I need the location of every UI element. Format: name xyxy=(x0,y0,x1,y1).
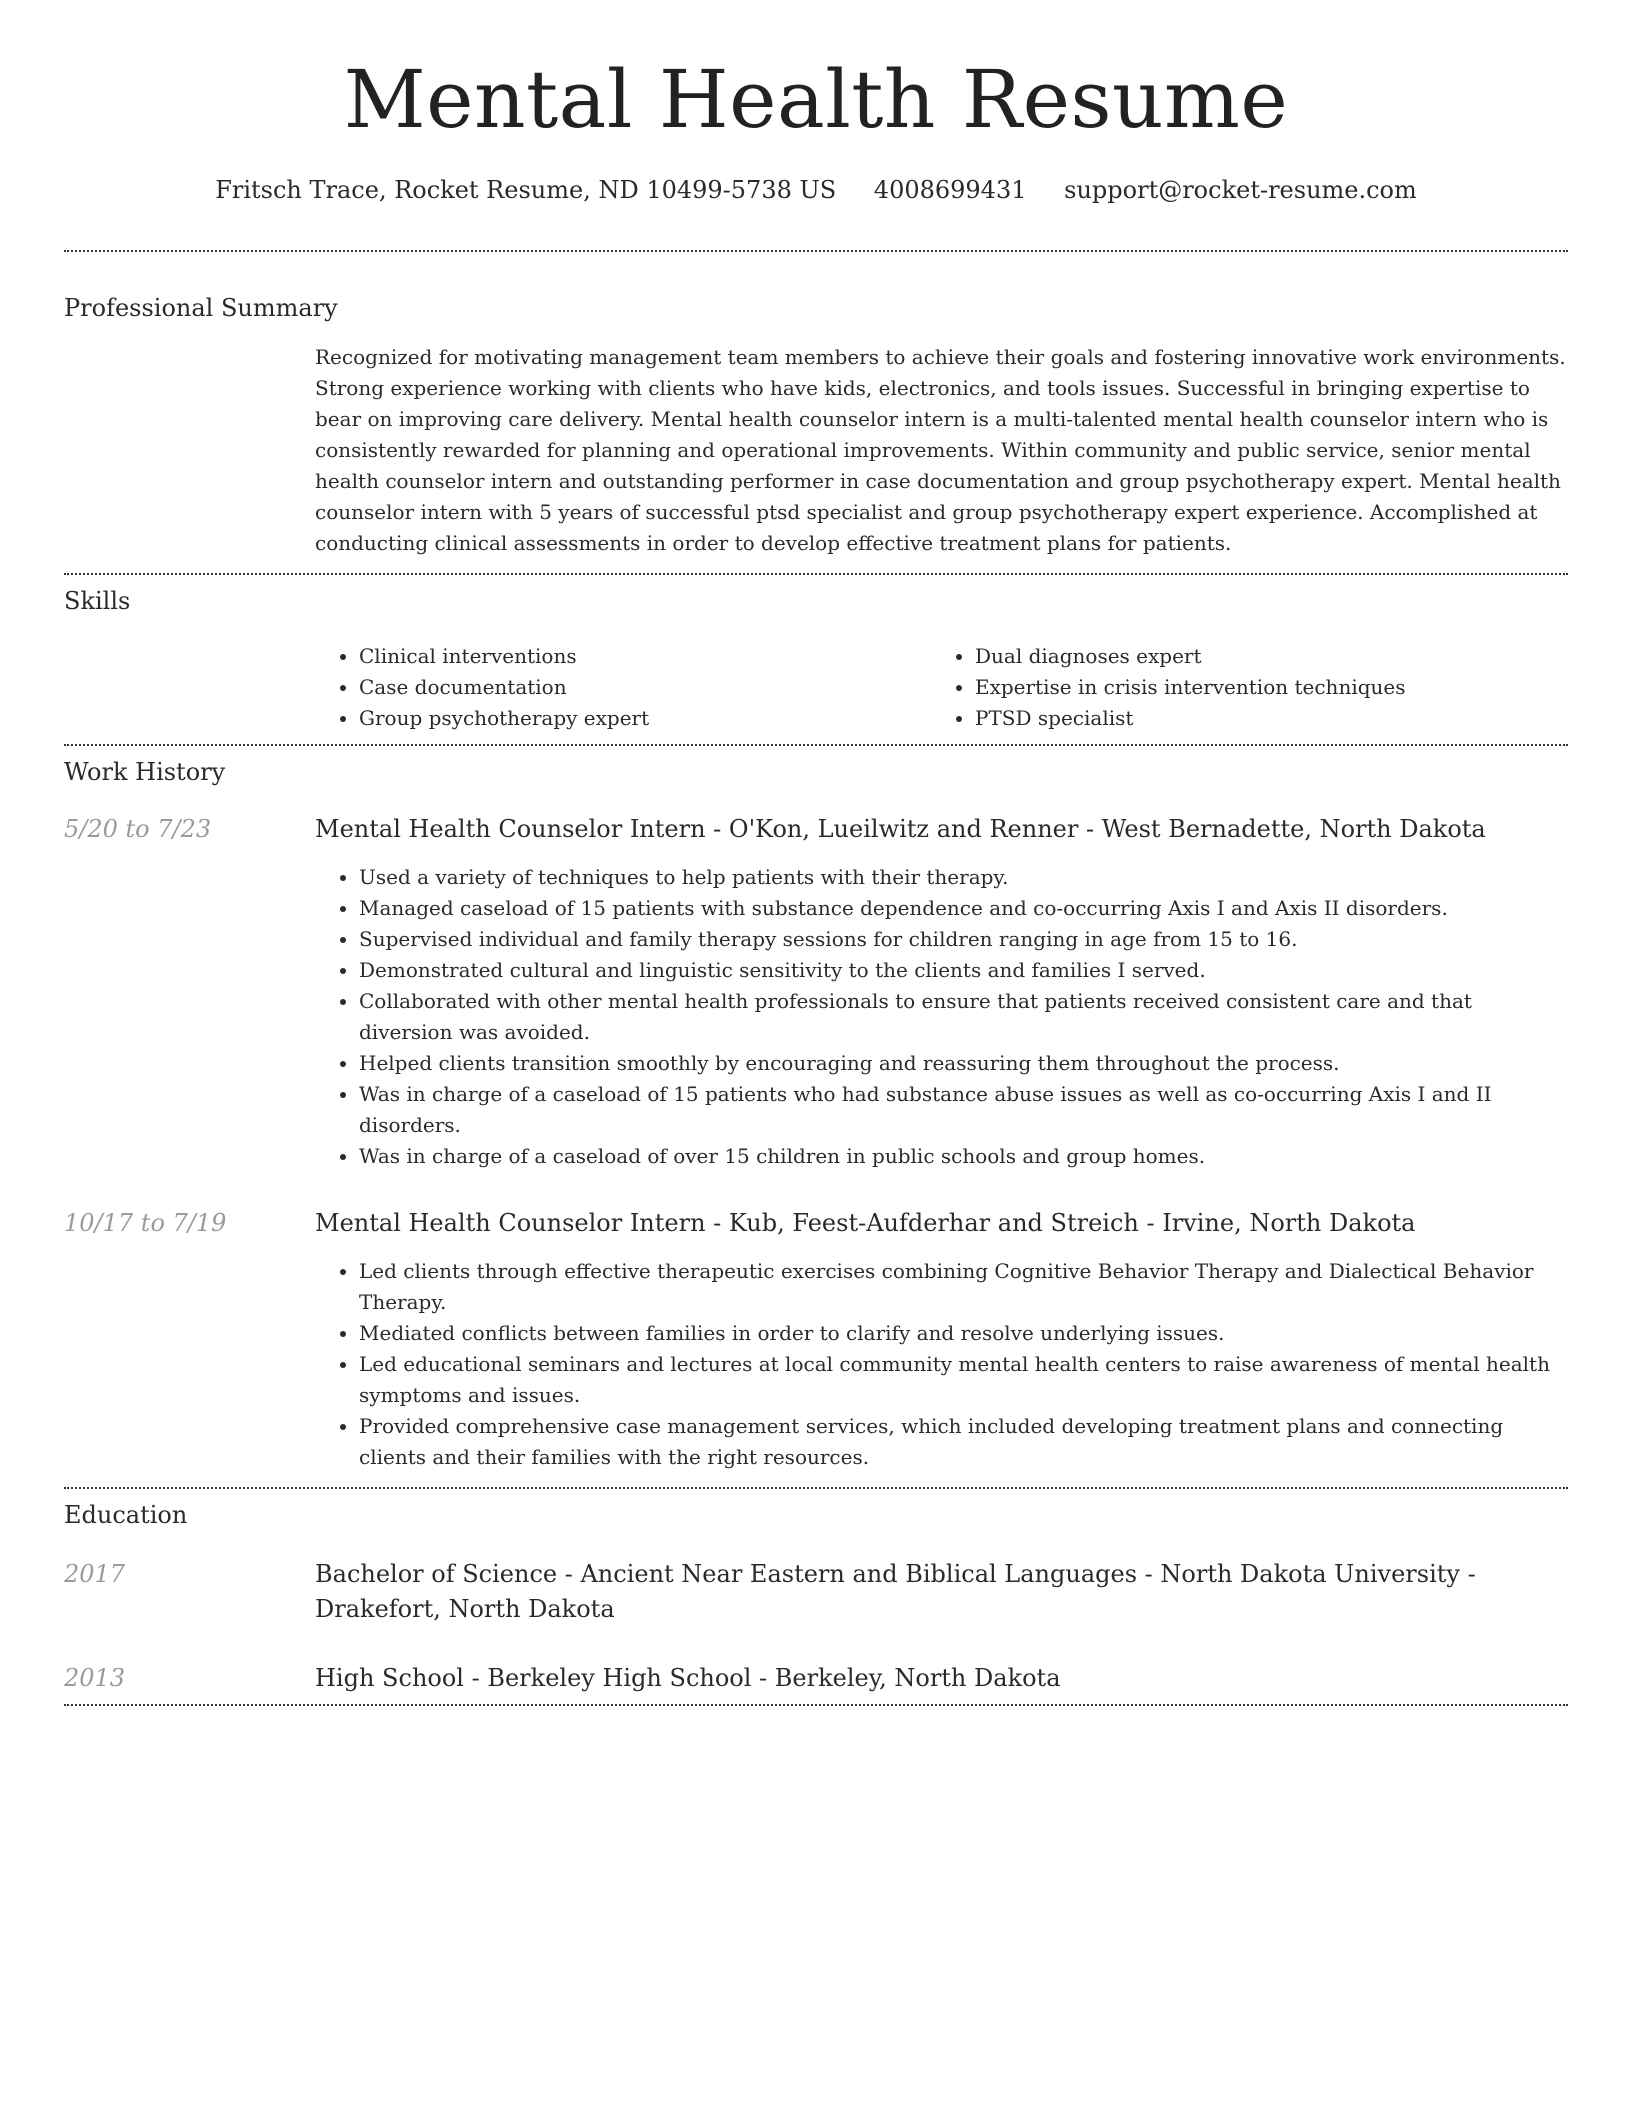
skill-item: • Dual diagnoses expert xyxy=(975,641,1535,672)
education-year: 2017 xyxy=(64,1560,126,1588)
summary-text: Recognized for motivating management team members to achieve their goals and fostering innovative work environments. Strong experience working with clients who have kids, electronics, and tools issues. Successful in bringing expertise to bear on improving care delivery. Mental health counselor intern is a multi-talented mental health counselor intern who is consistently rewarded for planning and operational improvements. Within community and public service, senior mental health counselor intern and outstanding performer in case documentation and group psychotherapy expert. Mental health counselor intern with 5 years of successful ptsd specialist and group psychotherapy expert experience. Accomplished at conducting clinical assessments in order to develop effective treatment plans for patients. xyxy=(315,345,1566,555)
skills-section xyxy=(64,575,1568,734)
education-details xyxy=(315,1557,1568,1627)
job-bullet: • Led clients through effective therapeutic exercises combining Cognitive Behavior Therapy and Dialectical Behavior Therapy. xyxy=(359,1256,1568,1318)
resume-page xyxy=(64,0,1568,1706)
job-bullet: • Helped clients transition smoothly by encouraging and reassuring them throughout the process. xyxy=(359,1048,1568,1079)
job-details xyxy=(315,812,1568,1172)
summary-section xyxy=(64,292,1568,559)
skills-column-2 xyxy=(931,641,1535,734)
job-bullets xyxy=(315,1256,1568,1473)
education-title: High School - Berkeley High School - Berkeley, North Dakota xyxy=(315,1664,1061,1692)
job-bullet: • Led educational seminars and lectures at local community mental health centers to raise awareness of mental health symptoms and issues. xyxy=(359,1349,1568,1411)
education-details xyxy=(315,1661,1568,1696)
contact-phone: 4008699431 xyxy=(873,176,1027,204)
job-details xyxy=(315,1206,1568,1473)
job-dates: 10/17 to 7/19 xyxy=(64,1209,227,1237)
education-entry xyxy=(64,1557,1568,1627)
contact-line xyxy=(64,174,1568,206)
skill-item: • Case documentation xyxy=(359,672,931,703)
job-bullet: • Provided comprehensive case management services, which included developing treatment plans and connecting clients and their families with the right resources. xyxy=(359,1411,1568,1473)
skill-item: • Clinical interventions xyxy=(359,641,931,672)
education-section xyxy=(64,1489,1568,1696)
work-history-heading: Work History xyxy=(64,758,226,786)
job-bullet: • Mediated conflicts between families in order to clarify and resolve underlying issues. xyxy=(359,1318,1568,1349)
contact-address: Fritsch Trace, Rocket Resume, ND 10499-5738 US xyxy=(215,176,837,204)
job-entry xyxy=(64,812,1568,1172)
section-divider xyxy=(64,250,1568,252)
section-divider xyxy=(64,1704,1568,1706)
job-bullet: • Collaborated with other mental health professionals to ensure that patients received consistent care and that diversion was avoided. xyxy=(359,986,1568,1048)
resume-title: Mental Health Resume xyxy=(343,53,1289,146)
education-year: 2013 xyxy=(64,1664,126,1692)
job-bullet: • Was in charge of a caseload of 15 patients who had substance abuse issues as well as co-occurring Axis I and II disorders. xyxy=(359,1079,1568,1141)
job-bullet: • Demonstrated cultural and linguistic sensitivity to the clients and families I served. xyxy=(359,955,1568,986)
skills-heading: Skills xyxy=(64,587,131,615)
job-bullet: • Was in charge of a caseload of over 15 children in public schools and group homes. xyxy=(359,1141,1568,1172)
job-bullet: • Used a variety of techniques to help patients with their therapy. xyxy=(359,862,1568,893)
education-entry xyxy=(64,1661,1568,1696)
resume-header xyxy=(64,0,1568,206)
job-entry xyxy=(64,1206,1568,1473)
contact-email: support@rocket-resume.com xyxy=(1064,176,1417,204)
job-bullet: • Supervised individual and family therapy sessions for children ranging in age from 15 to 16. xyxy=(359,924,1568,955)
job-dates: 5/20 to 7/23 xyxy=(64,815,212,843)
summary-heading: Professional Summary xyxy=(64,294,338,322)
job-bullets xyxy=(315,862,1568,1172)
skill-item: • Group psychotherapy expert xyxy=(359,703,931,734)
job-title: Mental Health Counselor Intern - Kub, Feest-Aufderhar and Streich - Irvine, North Dakota xyxy=(315,1209,1416,1237)
work-history-section xyxy=(64,746,1568,1473)
skill-item: • PTSD specialist xyxy=(975,703,1535,734)
job-bullet: • Managed caseload of 15 patients with substance dependence and co-occurring Axis I and Axis II disorders. xyxy=(359,893,1568,924)
skill-item: • Expertise in crisis intervention techniques xyxy=(975,672,1535,703)
job-title: Mental Health Counselor Intern - O'Kon, Lueilwitz and Renner - West Bernadette, North Dakota xyxy=(315,815,1486,843)
education-heading: Education xyxy=(64,1501,188,1529)
skills-list xyxy=(315,641,1568,734)
skills-column-1 xyxy=(315,641,931,734)
education-title: Bachelor of Science - Ancient Near Eastern and Biblical Languages - North Dakota University - Drakefort, North Dakota xyxy=(315,1560,1476,1623)
